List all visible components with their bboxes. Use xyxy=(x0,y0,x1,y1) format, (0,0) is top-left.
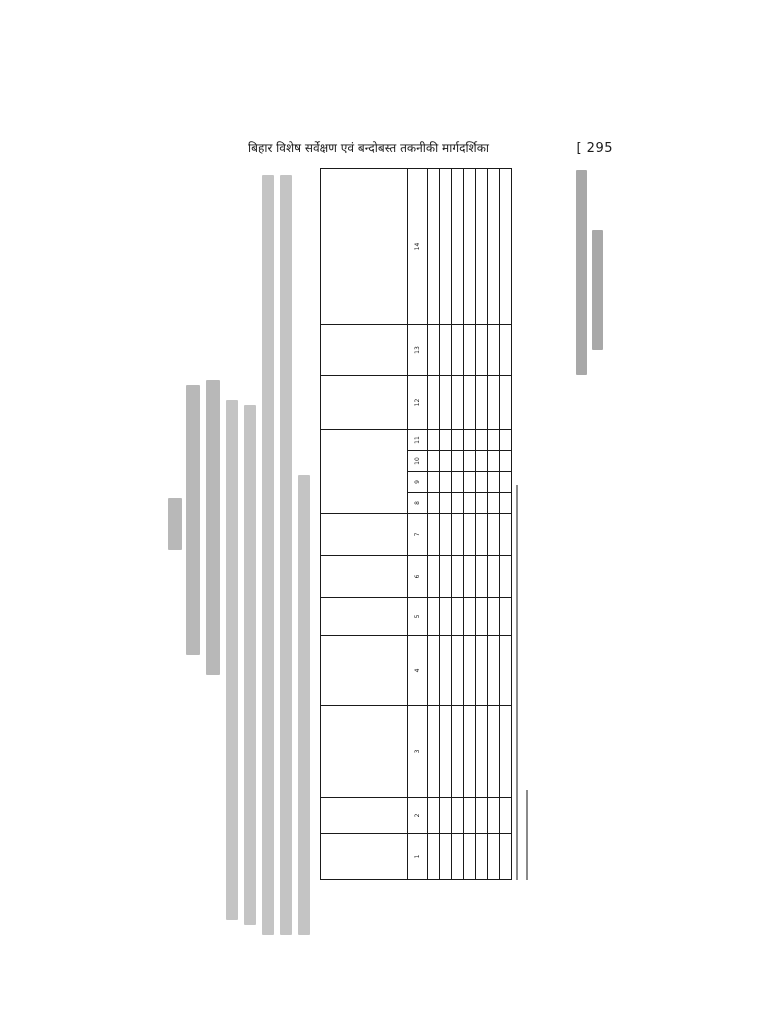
table-cell xyxy=(451,514,463,556)
table-cell xyxy=(475,834,487,880)
table-cell xyxy=(499,636,511,706)
table-cell xyxy=(427,376,439,430)
table-cell xyxy=(451,598,463,636)
table-cell xyxy=(475,430,487,451)
table-cell xyxy=(427,598,439,636)
table-cell xyxy=(487,556,499,598)
table-cell xyxy=(439,556,451,598)
column-number: 10 xyxy=(408,451,427,472)
table-cell xyxy=(427,325,439,376)
table-cell xyxy=(451,493,463,514)
table-cell xyxy=(463,798,475,834)
column-number: 2 xyxy=(408,798,427,834)
table-row xyxy=(487,169,499,880)
table-cell xyxy=(463,556,475,598)
table-cell xyxy=(475,472,487,493)
table-cell xyxy=(499,430,511,451)
table-row xyxy=(463,169,475,880)
table-header-row xyxy=(321,169,408,880)
table-cell xyxy=(499,514,511,556)
column-header xyxy=(321,834,408,880)
table-cell xyxy=(475,598,487,636)
table-cell xyxy=(487,514,499,556)
table-cell xyxy=(475,636,487,706)
table-cell xyxy=(439,451,451,472)
column-number: 5 xyxy=(408,598,427,636)
column-number: 14 xyxy=(408,169,427,325)
running-header-title: बिहार विशेष सर्वेक्षण एवं बन्दोबस्त तकनीकी मार्गदर्शिका xyxy=(248,141,490,155)
table-cell xyxy=(439,430,451,451)
table-cell xyxy=(487,598,499,636)
table-cell xyxy=(487,325,499,376)
table-cell xyxy=(463,169,475,325)
table-cell xyxy=(439,598,451,636)
column-number: 3 xyxy=(408,706,427,798)
table-cell xyxy=(487,430,499,451)
column-header xyxy=(321,514,408,556)
table-cell xyxy=(439,798,451,834)
column-header xyxy=(321,706,408,798)
column-number: 6 xyxy=(408,556,427,598)
column-number: 1 xyxy=(408,834,427,880)
table-cell xyxy=(487,451,499,472)
table-cell xyxy=(487,706,499,798)
table-cell xyxy=(499,493,511,514)
column-header xyxy=(321,376,408,430)
table-cell xyxy=(475,514,487,556)
table-cell xyxy=(475,706,487,798)
column-header xyxy=(321,798,408,834)
column-number: 13 xyxy=(408,325,427,376)
table-cell xyxy=(487,834,499,880)
table-cell xyxy=(439,325,451,376)
table-cell xyxy=(499,451,511,472)
table-cell xyxy=(487,798,499,834)
table-cell xyxy=(499,325,511,376)
table-cell xyxy=(487,169,499,325)
table-cell xyxy=(463,514,475,556)
table-cell xyxy=(427,451,439,472)
column-number: 8 xyxy=(408,493,427,514)
column-number: 11 xyxy=(408,430,427,451)
table-cell xyxy=(427,834,439,880)
table-cell xyxy=(487,472,499,493)
form-table xyxy=(320,168,512,880)
table-row xyxy=(499,169,511,880)
table-cell xyxy=(499,472,511,493)
form-table-region xyxy=(320,169,512,880)
table-cell xyxy=(427,472,439,493)
table-cell xyxy=(463,472,475,493)
column-header xyxy=(321,598,408,636)
table-cell xyxy=(499,556,511,598)
table-cell xyxy=(439,636,451,706)
table-cell xyxy=(475,798,487,834)
table-cell xyxy=(463,598,475,636)
table-cell xyxy=(427,556,439,598)
table-cell xyxy=(427,514,439,556)
table-cell xyxy=(475,556,487,598)
table-cell xyxy=(451,706,463,798)
table-cell xyxy=(463,706,475,798)
table-cell xyxy=(499,598,511,636)
table-row xyxy=(475,169,487,880)
column-number: 4 xyxy=(408,636,427,706)
table-cell xyxy=(463,430,475,451)
table-cell xyxy=(451,376,463,430)
table-cell xyxy=(463,834,475,880)
table-cell xyxy=(475,169,487,325)
table-cell xyxy=(451,451,463,472)
table-cell xyxy=(451,472,463,493)
table-cell xyxy=(475,493,487,514)
table-cell xyxy=(499,798,511,834)
column-number-row xyxy=(408,169,427,880)
table-cell xyxy=(475,376,487,430)
column-number: 12 xyxy=(408,376,427,430)
running-header xyxy=(248,139,613,156)
table-cell xyxy=(463,451,475,472)
table-row xyxy=(427,169,439,880)
table-cell xyxy=(499,376,511,430)
table-cell xyxy=(427,493,439,514)
table-cell xyxy=(463,493,475,514)
column-header xyxy=(321,636,408,706)
table-cell xyxy=(487,493,499,514)
table-cell xyxy=(451,834,463,880)
table-cell xyxy=(439,376,451,430)
table-cell xyxy=(439,493,451,514)
table-cell xyxy=(439,706,451,798)
table-cell xyxy=(475,325,487,376)
table-cell xyxy=(451,798,463,834)
table-cell xyxy=(427,706,439,798)
table-cell xyxy=(499,706,511,798)
table-cell xyxy=(427,169,439,325)
page-number: [ 295 xyxy=(576,141,613,156)
table-cell xyxy=(439,834,451,880)
table-cell xyxy=(451,169,463,325)
table-cell xyxy=(475,451,487,472)
table-cell xyxy=(499,834,511,880)
table-cell xyxy=(427,798,439,834)
table-row xyxy=(451,169,463,880)
table-row xyxy=(439,169,451,880)
table-cell xyxy=(451,636,463,706)
table-cell xyxy=(439,514,451,556)
column-number: 9 xyxy=(408,472,427,493)
table-cell xyxy=(499,169,511,325)
column-header xyxy=(321,556,408,598)
table-cell xyxy=(487,636,499,706)
column-header xyxy=(321,169,408,325)
table-cell xyxy=(439,472,451,493)
table-cell xyxy=(427,636,439,706)
table-cell xyxy=(463,636,475,706)
column-header xyxy=(321,325,408,376)
table-cell xyxy=(451,430,463,451)
column-number: 7 xyxy=(408,514,427,556)
table-cell xyxy=(463,325,475,376)
table-cell xyxy=(463,376,475,430)
table-cell xyxy=(427,430,439,451)
table-cell xyxy=(451,325,463,376)
table-cell xyxy=(439,169,451,325)
table-cell xyxy=(487,376,499,430)
column-header-group xyxy=(321,430,408,514)
table-cell xyxy=(451,556,463,598)
